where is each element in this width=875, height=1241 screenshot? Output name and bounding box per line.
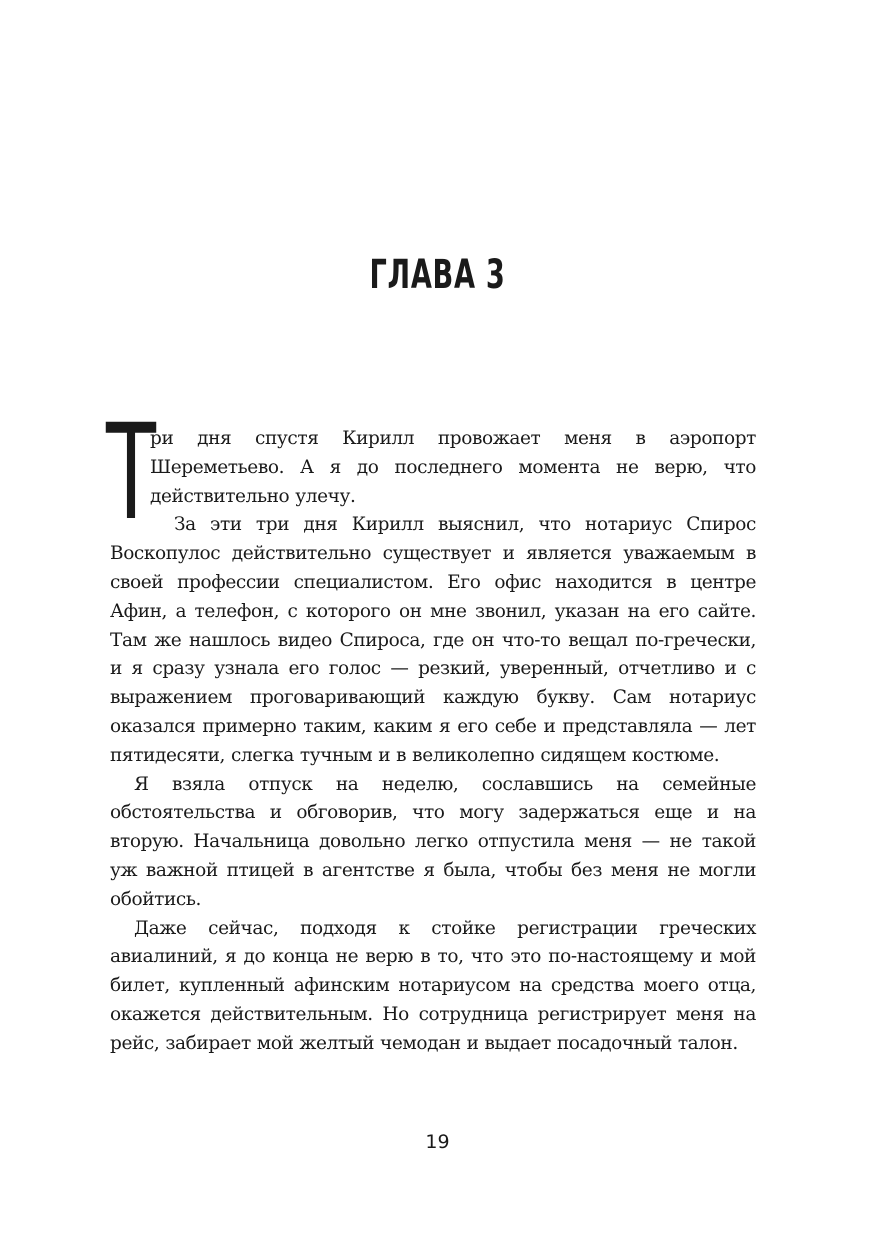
drop-cap: Т bbox=[106, 396, 156, 550]
page-number: 19 bbox=[425, 1131, 450, 1153]
paragraph-text: ри дня спустя Кирилл провожает меня в аэропорт Шереметьево. А я до последнего момента не верю, что действительно улечу. bbox=[150, 428, 756, 507]
chapter-body bbox=[106, 396, 756, 1059]
paragraph bbox=[106, 396, 756, 550]
paragraph: За эти три дня Кирилл выяснил, что нотариус Спирос Воскопулос действительно существует и является уважаемым в своей профессии специалистом. Его офис находится в центре Афин, а телефон, с которого он мне звонил, указан на его сайте. Там же нашлось видео Спироса, где он что-то вещал по-гречески, и я сразу узнала его голос — резкий, уверенный, отчетливо и с выражением проговаривающий каждую букву. Сам нотариус оказался примерно таким, каким я его себе и представляла — лет пятидесяти, слегка тучным и в великолепно сидящем костюме. bbox=[110, 514, 756, 766]
chapter-title: ГЛАВА 3 bbox=[369, 252, 506, 298]
paragraph: Я взяла отпуск на неделю, сославшись на семейные обстоятельства и обговорив, что могу задержаться еще и на вторую. Начальница довольно легко отпустила меня — не такой уж важной птицей в агентстве я была, чтобы без меня не могли обойтись. bbox=[110, 773, 756, 910]
paragraph: Даже сейчас, подходя к стойке регистрации греческих авиалиний, я до конца не верю в то, что это по-настоящему и мой билет, купленный афинским нотариусом на средства моего отца, окажется действительным. Но сотрудница регистрирует меня на рейс, забирает мой желтый чемодан и выдает посадочный талон. bbox=[110, 917, 756, 1054]
